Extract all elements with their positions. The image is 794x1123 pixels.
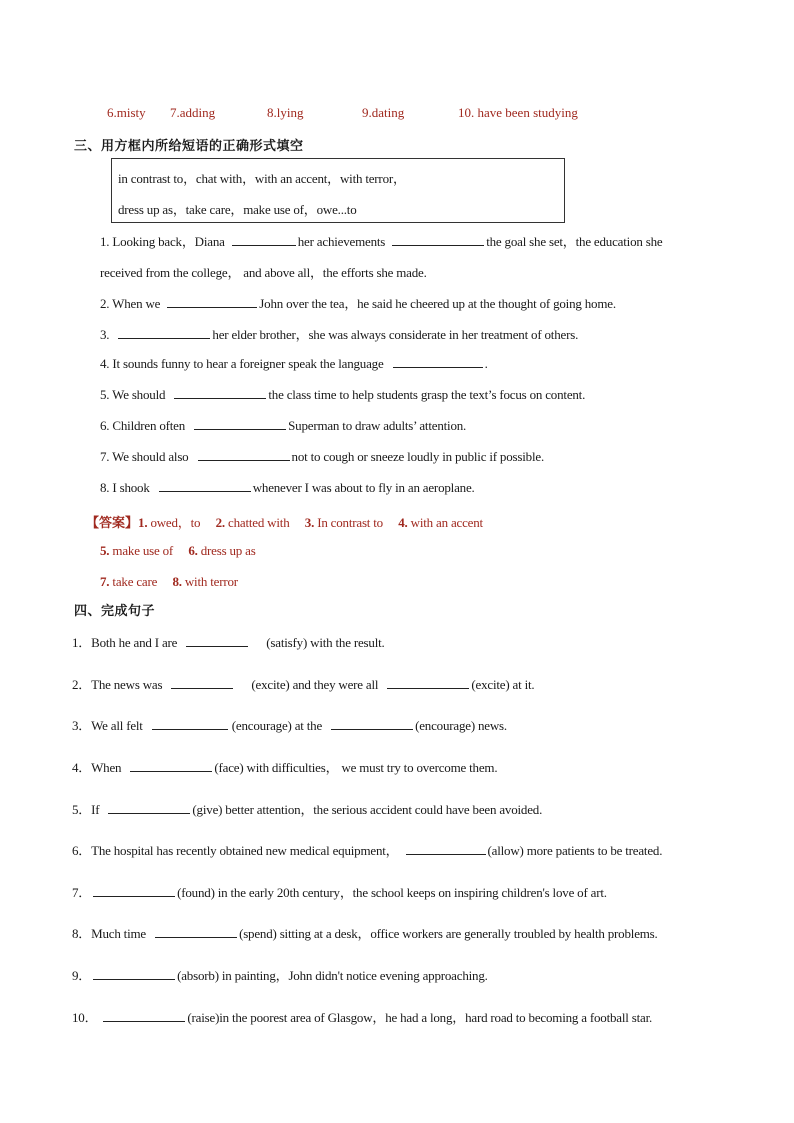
sentence-1 [72, 632, 385, 651]
question-5-text-a: 5. We should [100, 387, 166, 402]
answer-block-row3 [100, 574, 238, 590]
question-3 [100, 324, 578, 343]
blank-8[interactable] [159, 480, 251, 492]
s-blank-8[interactable] [155, 926, 237, 938]
s-blank-1[interactable] [186, 635, 248, 647]
ans5-num: 5. [100, 543, 110, 558]
sentence-10-text-a: 10． [72, 1010, 98, 1025]
question-3-text-a: 3. [100, 327, 110, 342]
question-1 [100, 231, 662, 250]
sentence-9-text-b: (absorb) in painting，John didn't notice evening approaching. [177, 968, 488, 983]
ans3-text: In contrast to [317, 515, 383, 530]
blank-1b[interactable] [392, 234, 484, 246]
sentence-4-text-b: (face) with difficulties， we must try to overcome them. [214, 760, 498, 775]
question-1-cont: received from the college， and above all，the efforts she made. [100, 265, 427, 280]
ans2-text: chatted with [228, 515, 290, 530]
question-1-text-a: 1. Looking back，Diana [100, 234, 225, 249]
sentence-5-text-a: 5．If [72, 802, 100, 817]
ans4-num: 4. [398, 515, 408, 530]
question-4-text-a: 4. It sounds funny to hear a foreigner speak the language [100, 356, 384, 371]
question-7 [100, 449, 544, 465]
sentence-8 [72, 923, 658, 942]
question-7-text-a: 7. We should also [100, 449, 189, 464]
blank-1a[interactable] [232, 234, 296, 246]
question-2 [100, 293, 616, 312]
question-6-text-a: 6. Children often [100, 418, 186, 433]
sentence-3 [72, 715, 507, 734]
ans1-text: owed，to [150, 515, 201, 530]
section4-title: 四、完成句子 [74, 604, 156, 619]
question-3-text-b: her elder brother，she was always considerate in her treatment of others. [212, 327, 579, 342]
ans4-text: with an accent [410, 515, 483, 530]
sentence-1-text-a: 1．Both he and I are [72, 635, 178, 650]
s-blank-6[interactable] [406, 843, 486, 855]
ans8-text: with terror [184, 574, 238, 589]
sentence-2-text-b: (excite) and they were all [251, 677, 379, 692]
ans1-num: 1. [138, 515, 148, 530]
ans7-text: take care [112, 574, 158, 589]
question-6 [100, 418, 466, 434]
sentence-1-text-b: (satisfy) with the result. [266, 635, 385, 650]
blank-5[interactable] [174, 387, 266, 399]
question-8-text-a: 8. I shook [100, 480, 150, 495]
answer-label: 【答案】 [86, 516, 139, 531]
ans6-text: dress up as [200, 543, 256, 558]
question-5 [100, 387, 585, 403]
sentence-2-text-a: 2．The news was [72, 677, 163, 692]
question-1-text-c: the goal she set，the education she [486, 234, 663, 249]
sentence-4 [72, 757, 497, 776]
ans7-num: 7. [100, 574, 110, 589]
blank-6[interactable] [194, 418, 286, 430]
question-4-text-b: . [484, 356, 488, 371]
answer-9: 9.dating [362, 105, 405, 120]
blank-7[interactable] [198, 449, 290, 461]
sentence-6 [72, 840, 662, 859]
s-blank-4[interactable] [130, 760, 212, 772]
question-1-text-b: her achievements [297, 234, 386, 249]
sentence-2 [72, 674, 534, 693]
s-blank-9[interactable] [93, 968, 175, 980]
s-blank-3a[interactable] [152, 718, 228, 730]
sentence-5 [72, 799, 542, 818]
ans3-num: 3. [304, 515, 315, 530]
question-2-text-a: 2. When we [100, 296, 161, 311]
sentence-6-text-a: 6．The hospital has recently obtained new medical equipment， [72, 843, 399, 858]
s-blank-5[interactable] [108, 802, 190, 814]
question-2-text-b: John over the tea，he said he cheered up at the thought of going home. [259, 296, 616, 311]
sentence-9 [72, 965, 488, 984]
sentence-5-text-b: (give) better attention，the serious accident could have been avoided. [192, 802, 543, 817]
question-7-text-b: not to cough or sneeze loudly in public if possible. [291, 449, 544, 464]
question-8-text-b: whenever I was about to fly in an aeroplane. [252, 480, 475, 495]
s-blank-10[interactable] [103, 1010, 185, 1022]
ans8-num: 8. [172, 574, 182, 589]
sentence-10 [72, 1007, 652, 1026]
ans5-text: make use of [112, 543, 174, 558]
phrase-box-line2: dress up as，take care，make use of，owe...to [118, 202, 357, 217]
sentence-7 [72, 882, 607, 901]
question-5-text-b: the class time to help students grasp the text’s focus on content. [268, 387, 586, 402]
sentence-3-text-c: (encourage) news. [415, 718, 507, 733]
sentence-3-text-a: 3．We all felt [72, 718, 143, 733]
question-8 [100, 480, 475, 496]
blank-3[interactable] [118, 327, 210, 339]
answer-10: 10. have been studying [458, 105, 578, 120]
blank-2[interactable] [167, 296, 257, 308]
sentence-9-text-a: 9． [72, 968, 92, 983]
sentence-7-text-b: (found) in the early 20th century，the school keeps on inspiring children's love of art. [177, 885, 607, 900]
phrase-box-line1: in contrast to，chat with，with an accent，with terror， [118, 171, 406, 186]
sentence-2-text-c: (excite) at it. [471, 677, 535, 692]
answer-7: 7.adding [170, 105, 216, 120]
sentence-8-text-a: 8．Much time [72, 926, 146, 941]
sentence-3-text-b: (encourage) at the [231, 718, 323, 733]
sentence-4-text-a: 4．When [72, 760, 122, 775]
answer-block-row2 [100, 543, 256, 559]
answer-8: 8.lying [267, 105, 304, 120]
ans6-num: 6. [188, 543, 198, 558]
blank-4[interactable] [393, 356, 483, 368]
s-blank-7[interactable] [93, 885, 175, 897]
answer-block-row1 [86, 512, 483, 531]
section3-title: 三、用方框内所给短语的正确形式填空 [74, 139, 304, 154]
sentence-7-text-a: 7． [72, 885, 92, 900]
question-6-text-b: Superman to draw adults’ attention. [288, 418, 467, 433]
sentence-10-text-b: (raise)in the poorest area of Glasgow，he had a long，hard road to becoming a football star. [187, 1010, 653, 1025]
s-blank-3b[interactable] [331, 718, 413, 730]
sentence-8-text-b: (spend) sitting at a desk，office workers are generally troubled by health problems. [239, 926, 658, 941]
sentence-6-text-b: (allow) more patients to be treated. [487, 843, 663, 858]
s-blank-2b[interactable] [387, 677, 469, 689]
ans2-num: 2. [215, 515, 225, 530]
s-blank-2a[interactable] [171, 677, 233, 689]
question-4 [100, 356, 488, 372]
answer-6: 6.misty [107, 105, 146, 120]
